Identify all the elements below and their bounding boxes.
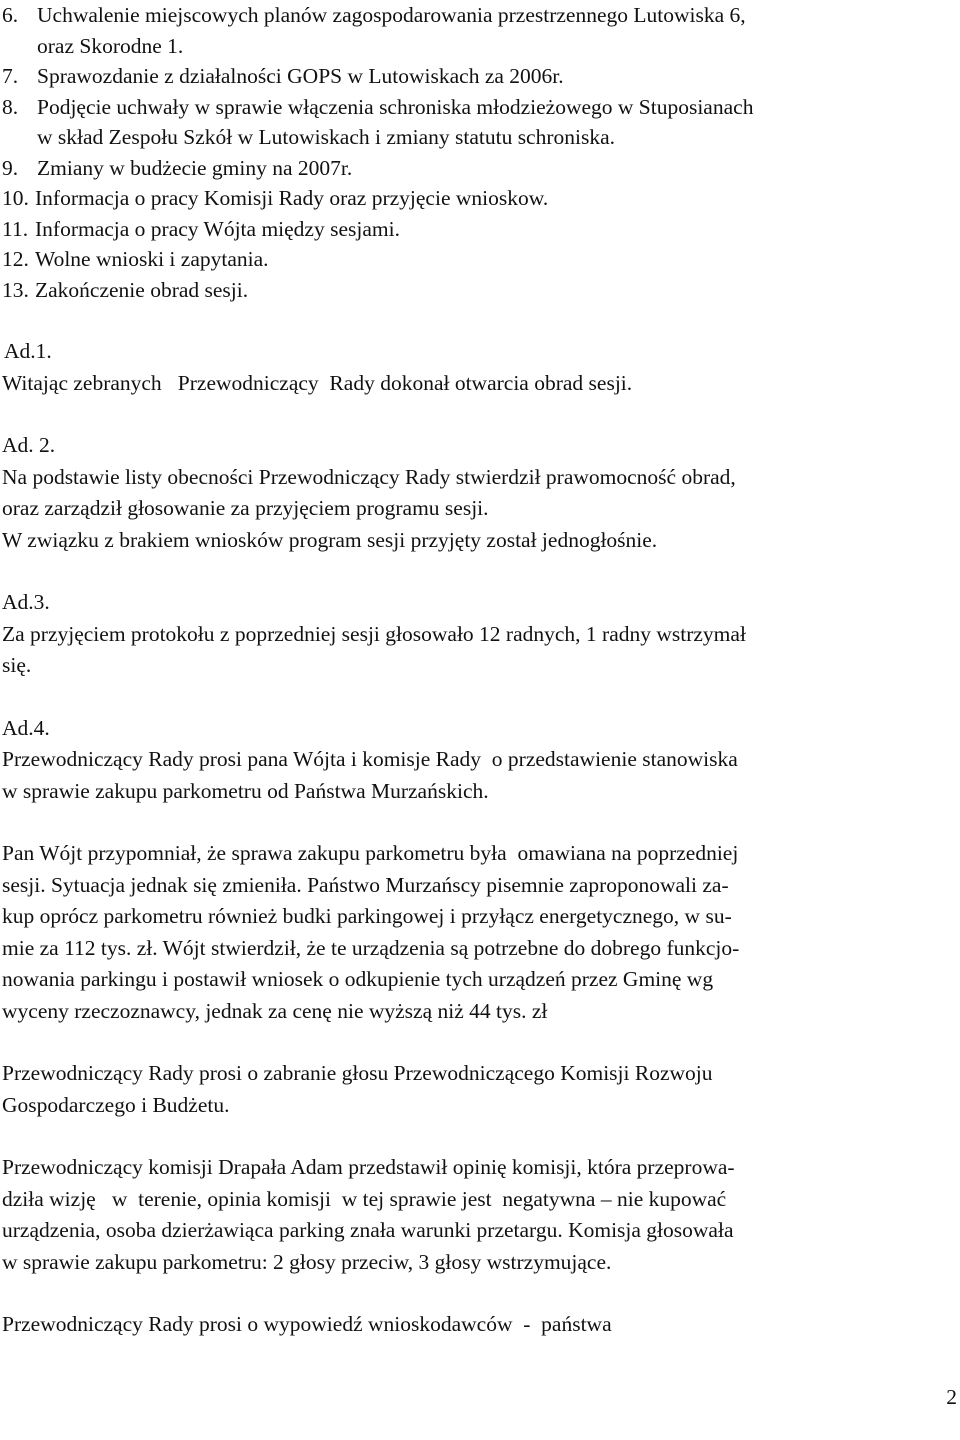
- paragraph-line: Przewodniczący komisji Drapała Adam przedstawił opinię komisji, która przeprowa-: [2, 1155, 735, 1179]
- paragraph-line: nowania parkingu i postawił wniosek o odkupienie tych urządzeń przez Gminę wg: [2, 967, 714, 991]
- paragraph-wnioskodawcy: [2, 1309, 956, 1341]
- paragraph-line: wyceny rzeczoznawcy, jednak za cenę nie wyższą niż 44 tys. zł: [2, 998, 548, 1023]
- paragraph-line: Przewodniczący Rady prosi o zabranie głosu Przewodniczącego Komisji Rozwoju: [2, 1061, 713, 1085]
- spacer: [2, 1027, 956, 1058]
- agenda-text-line: w skład Zespołu Szkół w Lutowiskach i zmiany statutu schroniska.: [37, 125, 616, 149]
- agenda-item-11: [2, 214, 956, 245]
- agenda-item-13: [2, 275, 956, 306]
- page-number: 2: [946, 1385, 957, 1409]
- spacer: [2, 1278, 956, 1309]
- paragraph-line: Gospodarczego i Budżetu.: [2, 1092, 230, 1117]
- agenda-item-12: [2, 244, 956, 275]
- section-text-line: w sprawie zakupu parkometru od Państwa Murzańskich.: [2, 778, 489, 803]
- agenda-number: 12.: [2, 247, 29, 271]
- paragraph-line: urządzenia, osoba dzierżawiąca parking znała warunki przetargu. Komisja głosowała: [2, 1218, 734, 1242]
- spacer: [2, 1121, 956, 1152]
- agenda-text-line: Sprawozdanie z działalności GOPS w Lutowiskach za 2006r.: [37, 64, 564, 88]
- section-heading: Ad. 2.: [2, 433, 56, 457]
- section-ad1: [2, 336, 956, 399]
- agenda-text-line: Informacja o pracy Wójta między sesjami.: [35, 216, 400, 241]
- agenda-number: 7.: [2, 64, 19, 88]
- agenda-item-6: [2, 0, 956, 61]
- agenda-text-line: Wolne wnioski i zapytania.: [35, 247, 269, 271]
- agenda-text-line: Uchwalenie miejscowych planów zagospodarowania przestrzennego Lutowiska 6,: [37, 3, 746, 27]
- paragraph-line: w sprawie zakupu parkometru: 2 głosy przeciw, 3 głosy wstrzymujące.: [2, 1249, 612, 1274]
- section-heading: Ad.1.: [4, 339, 52, 363]
- section-ad3: [2, 587, 956, 682]
- section-text-line: oraz zarządził głosowanie za przyjęciem programu sesji.: [2, 496, 489, 520]
- section-heading: Ad.3.: [2, 590, 50, 614]
- spacer: [2, 399, 956, 430]
- agenda-item-8: [2, 92, 956, 153]
- agenda-number: 10.: [2, 186, 29, 210]
- agenda-text-line: Zmiany w budżecie gminy na 2007r.: [37, 155, 353, 180]
- agenda-number: 6.: [2, 3, 19, 27]
- paragraph-line: Przewodniczący Rady prosi o wypowiedź wnioskodawców - państwa: [2, 1312, 612, 1336]
- paragraph-line: Pan Wójt przypomniał, że sprawa zakupu parkometru była omawiana na poprzedniej: [2, 841, 739, 865]
- agenda-text-line: Podjęcie uchwały w sprawie włączenia schroniska młodzieżowego w Stuposianach: [37, 94, 754, 119]
- section-text-line: Na podstawie listy obecności Przewodniczący Rady stwierdził prawomocność obrad,: [2, 464, 736, 489]
- paragraph-przewodniczacy: [2, 1058, 956, 1121]
- section-text-line: się.: [2, 653, 32, 677]
- agenda-number: 13.: [2, 277, 29, 302]
- document-page: [2, 0, 956, 1341]
- agenda-number: 9.: [2, 155, 19, 180]
- agenda-number: 11.: [2, 216, 29, 241]
- spacer: [2, 682, 956, 713]
- agenda-number: 8.: [2, 94, 19, 119]
- section-ad2: [2, 430, 956, 556]
- agenda-text-line: oraz Skorodne 1.: [37, 33, 184, 58]
- agenda-text-line: Zakończenie obrad sesji.: [35, 277, 249, 302]
- paragraph-line: mie za 112 tys. zł. Wójt stwierdził, że te urządzenia są potrzebne do dobrego funkcjo-: [2, 935, 740, 960]
- agenda-item-10: [2, 183, 956, 214]
- paragraph-komisja: [2, 1152, 956, 1278]
- spacer: [2, 305, 956, 336]
- section-text-line: Przewodniczący Rady prosi pana Wójta i komisje Rady o przedstawienie stanowiska: [2, 747, 738, 771]
- section-text-line: Za przyjęciem protokołu z poprzedniej sesji głosowało 12 radnych, 1 radny wstrzymał: [2, 621, 746, 646]
- paragraph-wojt: [2, 838, 956, 1027]
- paragraph-line: dziła wizję w terenie, opinia komisji w tej sprawie jest negatywna – nie kupować: [2, 1186, 727, 1211]
- agenda-text-line: Informacja o pracy Komisji Rady oraz przyjęcie wnioskow.: [35, 186, 549, 210]
- agenda-list: [2, 0, 956, 305]
- agenda-item-7: [2, 61, 956, 92]
- section-ad4: [2, 713, 956, 1341]
- paragraph-line: kup oprócz parkometru również budki parkingowej i przyłącz energetycznego, w su-: [2, 904, 732, 928]
- spacer: [2, 556, 956, 587]
- spacer: [2, 807, 956, 838]
- section-text-line: W związku z brakiem wniosków program sesji przyjęty został jednogłośnie.: [2, 527, 658, 552]
- agenda-item-9: [2, 153, 956, 184]
- section-text-line: Witając zebranych Przewodniczący Rady dokonał otwarcia obrad sesji.: [2, 370, 633, 395]
- paragraph-line: sesji. Sytuacja jednak się zmieniła. Państwo Murzańscy pisemnie zaproponowali za-: [2, 872, 729, 897]
- section-heading: Ad.4.: [2, 715, 50, 740]
